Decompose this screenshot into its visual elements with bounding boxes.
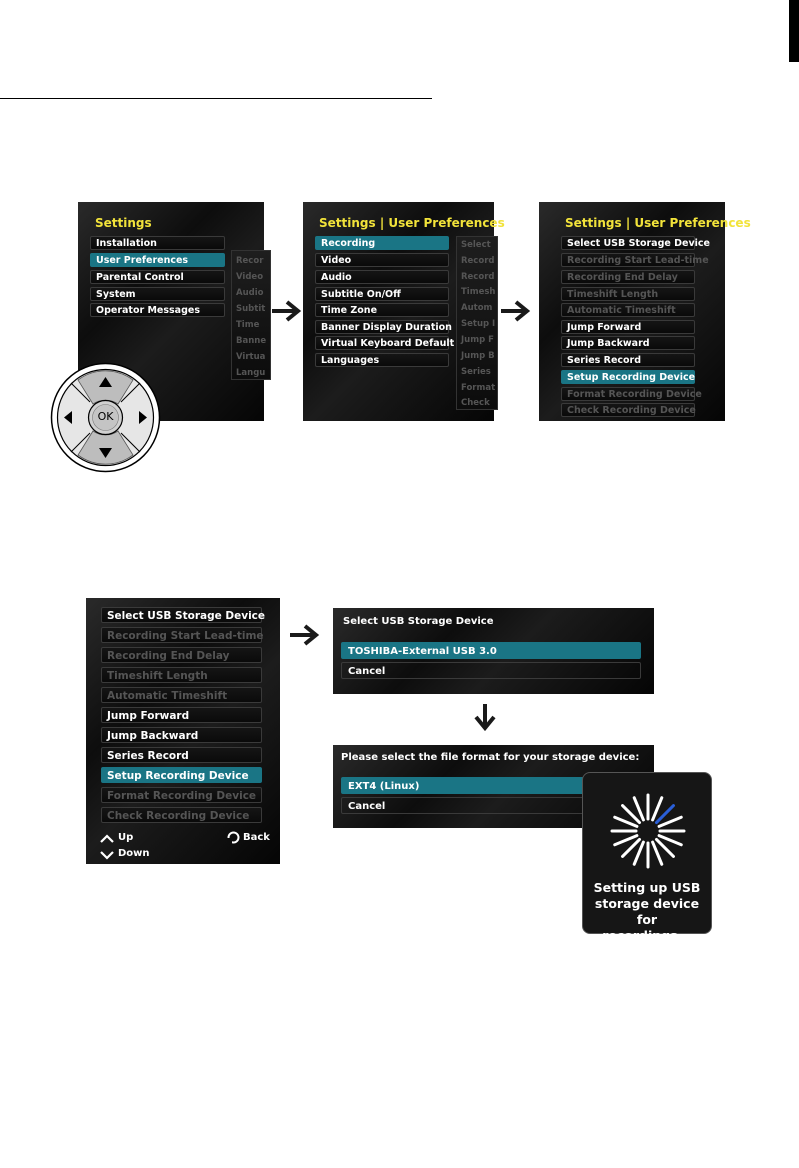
ext4-option[interactable]: EXT4 (Linux)	[341, 777, 641, 794]
submenu-item: Series	[461, 367, 491, 377]
menu-item-end-delay[interactable]: Recording End Delay	[561, 270, 695, 284]
panel-title: Settings | User Preferences	[319, 216, 505, 230]
menu-item-time-zone[interactable]: Time Zone	[315, 303, 449, 317]
user-preferences-panel	[303, 202, 505, 421]
submenu-item: Jump F	[461, 335, 494, 345]
menu-item-jump-backward[interactable]: Jump Backward	[561, 336, 695, 350]
menu-item-series-record[interactable]: Series Record	[561, 353, 695, 367]
arrow-right-icon	[288, 624, 322, 646]
progress-line-1: Setting up USB	[593, 880, 701, 895]
submenu-item: Check	[461, 398, 490, 408]
submenu-item: Audio	[236, 288, 264, 298]
menu-item-jump-forward[interactable]: Jump Forward	[561, 320, 695, 334]
chevron-up-icon	[100, 834, 114, 843]
hint-back: Back	[243, 832, 270, 843]
submenu-item: Subtit	[236, 304, 266, 314]
menu-item-series-record[interactable]: Series Record	[101, 747, 262, 763]
panel-title: Settings	[95, 216, 152, 230]
chevron-down-icon	[100, 851, 114, 860]
recording-panel	[539, 202, 751, 421]
menu-item-recording[interactable]: Recording	[315, 236, 449, 250]
loading-spinner-icon	[608, 791, 688, 871]
submenu-item: Virtua	[236, 352, 266, 362]
dialog-title: Please select the file format for your storage device:	[341, 752, 640, 763]
menu-item-end-delay[interactable]: Recording End Delay	[101, 647, 262, 663]
ok-button-label: OK	[97, 410, 114, 423]
menu-item-select-usb[interactable]: Select USB Storage Device	[101, 607, 262, 623]
menu-item-virtual-keyboard[interactable]: Virtual Keyboard Default	[315, 336, 449, 350]
menu-item-start-lead-time[interactable]: Recording Start Lead-time	[101, 627, 262, 643]
submenu-item: Jump B	[461, 351, 495, 361]
menu-item-video[interactable]: Video	[315, 253, 449, 267]
menu-item-setup-recording[interactable]: Setup Recording Device	[561, 370, 695, 384]
progress-message	[583, 880, 711, 944]
menu-item-system[interactable]: System	[90, 287, 225, 301]
settings-submenu	[231, 250, 271, 380]
hint-up: Up	[118, 832, 134, 843]
progress-line-3: recordings...	[602, 928, 692, 943]
menu-item-automatic-timeshift[interactable]: Automatic Timeshift	[561, 303, 695, 317]
menu-item-audio[interactable]: Audio	[315, 270, 449, 284]
menu-item-user-preferences[interactable]: User Preferences	[90, 253, 225, 267]
arrow-right-icon	[499, 300, 533, 322]
recording-submenu	[456, 236, 498, 410]
dialog-title: Select USB Storage Device	[343, 616, 494, 627]
submenu-item: Langu	[236, 368, 266, 378]
submenu-item: Timesh	[461, 287, 496, 297]
panel-title: Settings | User Preferences	[565, 216, 751, 230]
submenu-item: Video	[236, 272, 264, 282]
section-divider	[0, 98, 432, 99]
menu-item-languages[interactable]: Languages	[315, 353, 449, 367]
menu-item-operator-messages[interactable]: Operator Messages	[90, 303, 225, 317]
submenu-item: Record	[461, 256, 495, 266]
menu-item-subtitle[interactable]: Subtitle On/Off	[315, 287, 449, 301]
menu-item-check-recording[interactable]: Check Recording Device	[101, 807, 262, 823]
progress-popup	[582, 772, 712, 943]
submenu-item: Banne	[236, 336, 267, 346]
menu-item-parental-control[interactable]: Parental Control	[90, 270, 225, 284]
menu-item-automatic-timeshift[interactable]: Automatic Timeshift	[101, 687, 262, 703]
menu-item-start-lead-time[interactable]: Recording Start Lead-time	[561, 253, 695, 267]
menu-item-format-recording[interactable]: Format Recording Device	[561, 387, 695, 401]
arrow-down-icon	[474, 702, 496, 734]
submenu-item: Format	[461, 383, 496, 393]
cancel-option[interactable]: Cancel	[341, 797, 641, 814]
menu-item-check-recording[interactable]: Check Recording Device	[561, 403, 695, 417]
menu-item-timeshift-length[interactable]: Timeshift Length	[561, 287, 695, 301]
menu-item-setup-recording[interactable]: Setup Recording Device	[101, 767, 262, 783]
progress-line-2: storage device for	[594, 896, 700, 927]
page-edge-tab	[789, 0, 799, 62]
cancel-option[interactable]: Cancel	[341, 662, 641, 679]
menu-item-jump-forward[interactable]: Jump Forward	[101, 707, 262, 723]
menu-item-banner-display[interactable]: Banner Display Duration	[315, 320, 449, 334]
arrow-right-icon	[270, 300, 304, 322]
menu-item-jump-backward[interactable]: Jump Backward	[101, 727, 262, 743]
submenu-item: Select	[461, 240, 491, 250]
submenu-item: Record	[461, 272, 495, 282]
menu-item-timeshift-length[interactable]: Timeshift Length	[101, 667, 262, 683]
submenu-item: Autom	[461, 303, 493, 313]
submenu-item: Time	[236, 320, 260, 330]
submenu-item: Recor	[236, 256, 264, 266]
submenu-item: Setup I	[461, 319, 496, 329]
usb-device-option[interactable]: TOSHIBA-External USB 3.0	[341, 642, 641, 659]
hint-down: Down	[118, 848, 150, 859]
usb-storage-dialog	[333, 608, 654, 694]
back-icon	[227, 831, 240, 844]
menu-item-format-recording[interactable]: Format Recording Device	[101, 787, 262, 803]
menu-item-select-usb[interactable]: Select USB Storage Device	[561, 236, 695, 250]
menu-item-installation[interactable]: Installation	[90, 236, 225, 250]
